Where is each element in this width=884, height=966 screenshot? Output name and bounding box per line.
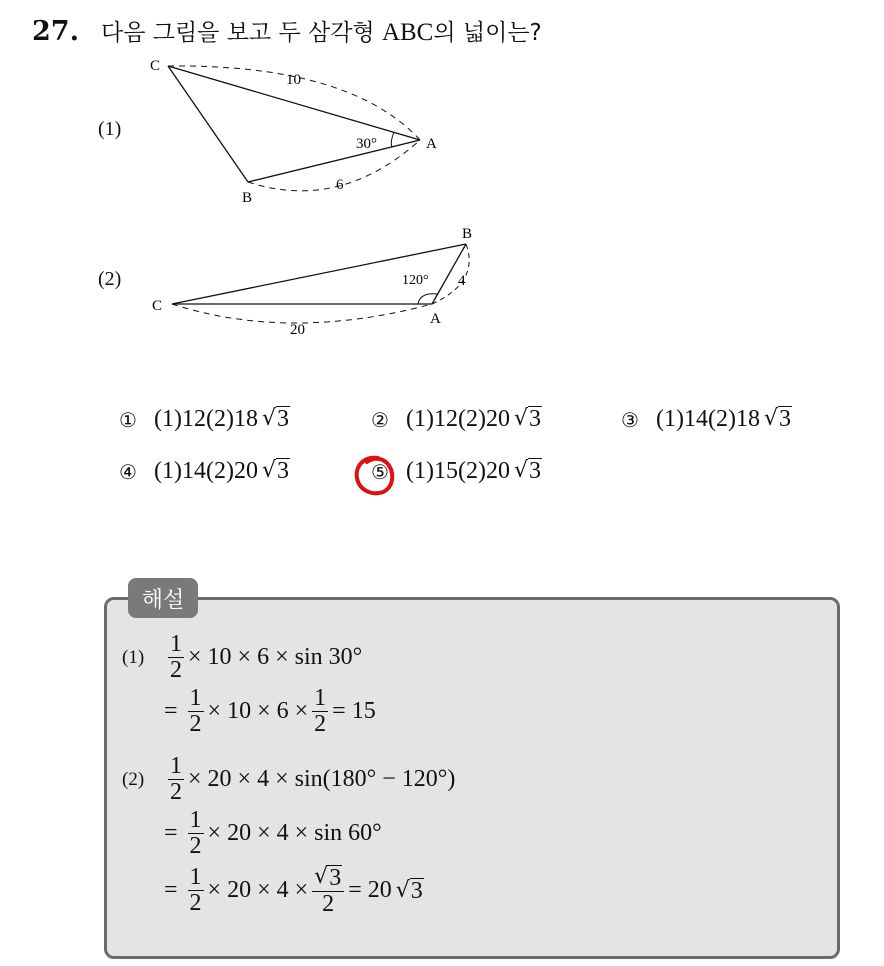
- choice-2-text: (1)12(2)20: [406, 406, 510, 432]
- question-number: 27.: [32, 16, 79, 47]
- fraction-half: $\frac{1}{2}$: [314, 685, 327, 738]
- figure1-side-ca-label: 10: [286, 72, 301, 88]
- solution-p1-line2: = $\frac{1}{2}$ × 10 × 6 × $\frac{1}{2}$ = 15: [164, 685, 376, 738]
- solution-p2-line2-text: × 20 × 4 × sin 60°: [207, 820, 382, 847]
- fraction-half: $\frac{1}{2}$: [189, 685, 202, 738]
- figure1-arc-ba: [248, 140, 420, 191]
- choice-4-root: √ 3: [261, 458, 289, 485]
- question-header: [32, 14, 542, 50]
- choice-1-mark: ①: [119, 407, 137, 432]
- figure1-side-ba: [248, 140, 420, 182]
- figure2-side-ca-label: 20: [290, 322, 305, 338]
- choice-1-text: (1)12(2)18: [154, 406, 258, 432]
- fraction-root3-half: √ 3 2: [312, 864, 344, 917]
- fraction-half: $\frac{1}{2}$: [170, 753, 182, 806]
- figure2-side-ab-label: 4: [458, 273, 466, 289]
- solution-p1-line1-text: × 10 × 6 × sin 30°: [188, 644, 363, 671]
- figure1-vertex-b: B: [242, 190, 253, 206]
- solution-p2-line2: = $\frac{1}{2}$ × 20 × 4 × sin 60°: [164, 807, 382, 860]
- question-text-abc: ABC: [381, 19, 434, 46]
- choice-1[interactable]: [116, 406, 290, 433]
- question-text-tail: 의 넓이는?: [433, 20, 542, 46]
- figure2-vertex-c: C: [152, 298, 163, 314]
- figure1-triangle: [140, 52, 460, 212]
- figure2-arc-ca: [172, 304, 432, 323]
- figure1-label: (1): [98, 118, 122, 140]
- figure1-side-cb: [168, 66, 248, 182]
- choice-5-root: √ 3: [513, 458, 541, 485]
- figure2-vertex-b: B: [462, 226, 473, 242]
- solution-tag: 해설: [128, 578, 198, 618]
- fraction-half: $\frac{1}{2}$: [170, 631, 182, 684]
- figure1-angle-label: 30°: [356, 136, 377, 152]
- solution-p1-label: (1): [122, 646, 145, 668]
- figure1-vertex-c: C: [150, 58, 161, 74]
- choice-2-mark: ②: [371, 407, 389, 432]
- choice-1-root: √ 3: [261, 406, 289, 433]
- choice-3-text: (1)14(2)18: [656, 406, 760, 432]
- solution-p2-label: (2): [122, 768, 145, 790]
- choice-3-root: √ 3: [763, 406, 791, 433]
- figure1-vertex-a: A: [426, 136, 437, 152]
- choice-5-mark: ⑤: [371, 459, 389, 484]
- figure2-triangle: [140, 222, 490, 342]
- choice-4[interactable]: [116, 458, 290, 485]
- solution-p1-line2b-text: = 15: [332, 698, 376, 725]
- solution-p2-line3: = $\frac{1}{2}$ × 20 × 4 × √ 3 2 = 20 √ 3: [164, 864, 423, 918]
- choice-3-mark: ③: [621, 407, 639, 432]
- figure1-angle-arc: [391, 132, 394, 147]
- choice-4-mark: ④: [119, 459, 137, 484]
- fraction-half: $\frac{1}{2}$: [189, 864, 202, 917]
- choice-2[interactable]: [368, 406, 542, 433]
- answer-circle-mark: [352, 452, 398, 498]
- solution-p2-line3a-text: × 20 × 4 ×: [207, 877, 309, 904]
- figure2-vertex-a: A: [430, 311, 441, 327]
- fraction-half: $\frac{1}{2}$: [189, 807, 202, 860]
- choice-3[interactable]: [618, 406, 792, 433]
- solution-p1-line2a-text: × 10 × 6 ×: [207, 698, 309, 725]
- solution-p1-line1: [122, 632, 362, 683]
- choice-5-text: (1)15(2)20: [406, 458, 510, 484]
- figure2-angle-label: 120°: [402, 273, 429, 288]
- choice-4-text: (1)14(2)20: [154, 458, 258, 484]
- question-text: [101, 14, 542, 47]
- choice-2-root: √ 3: [513, 406, 541, 433]
- question-text-korean: 다음 그림을 보고 두 삼각형: [100, 20, 382, 46]
- solution-p2-line1-text: × 20 × 4 × sin(180° − 120°): [188, 766, 456, 793]
- solution-final-root: √ 3: [395, 877, 423, 904]
- solution-p2-line1: [122, 754, 455, 805]
- solution-p2-line3b-text: = 20: [348, 877, 392, 904]
- figure1-side-ba-label: 6: [336, 177, 344, 193]
- figure2-label: (2): [98, 268, 122, 290]
